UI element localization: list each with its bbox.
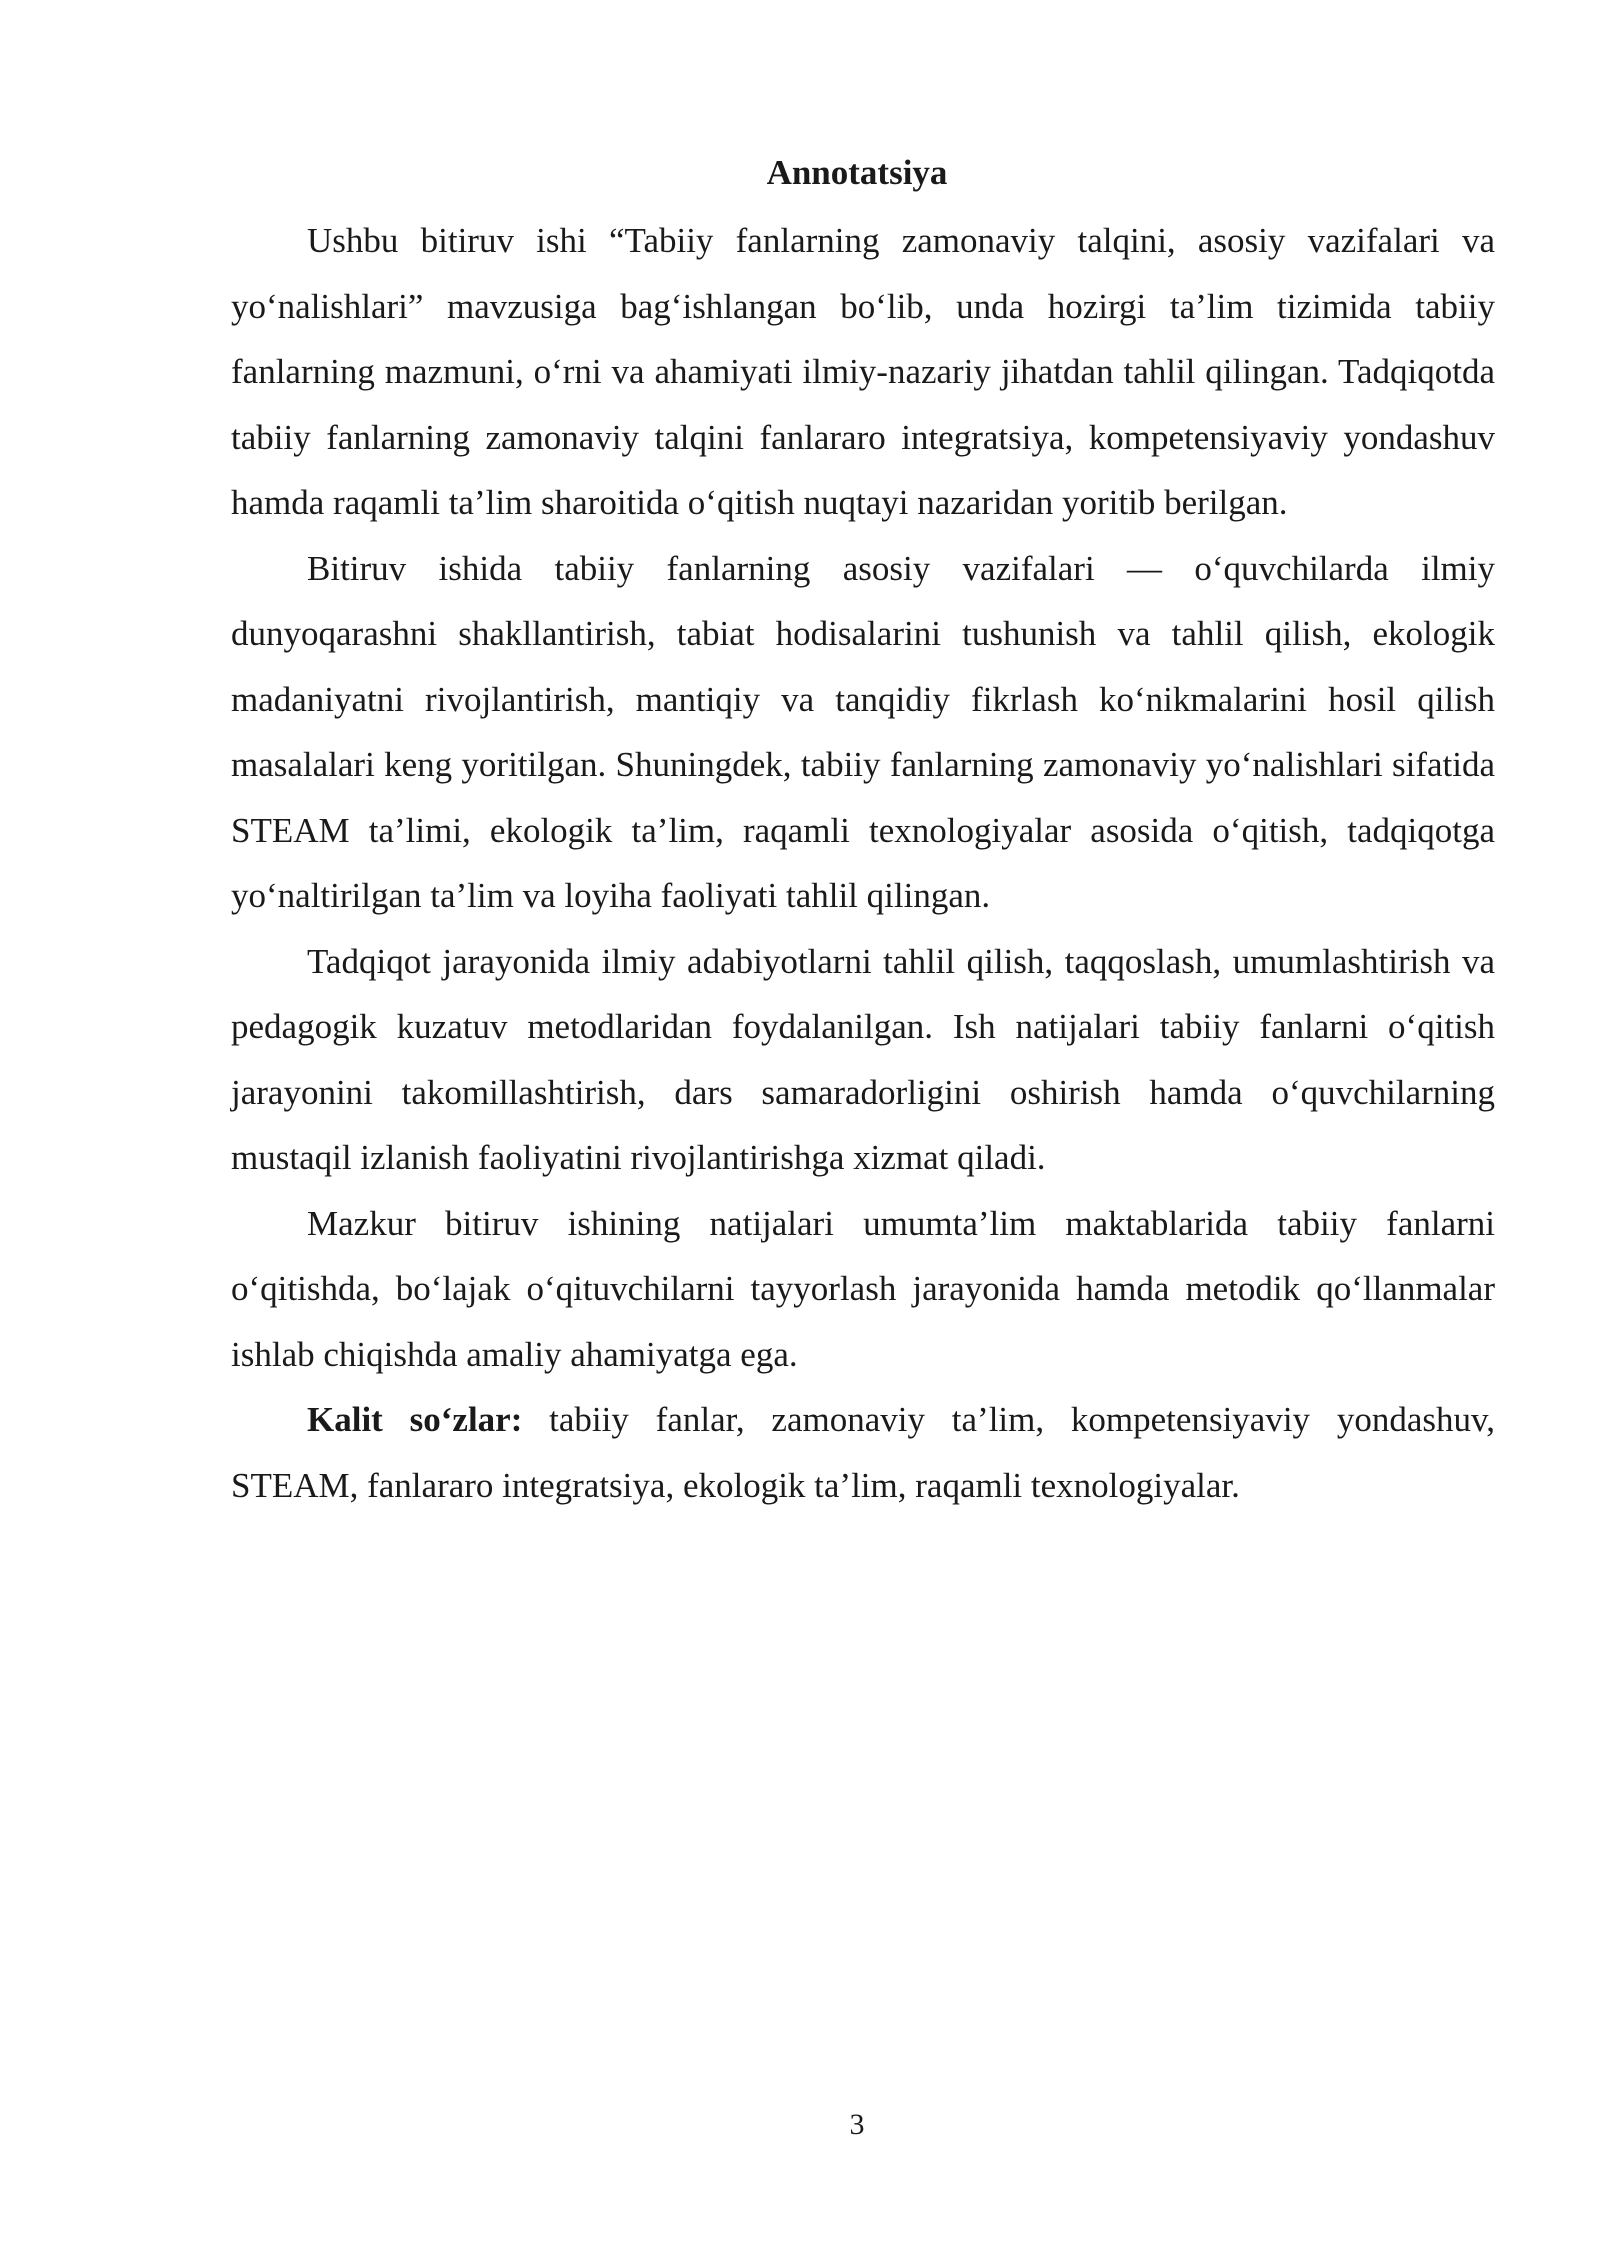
paragraph-tasks: Bitiruv ishida tabiiy fanlarning asosiy vazifalari — o‘quvchilarda ilmiy dunyoqarashni shakllantirish, tabiat hodisalarini tushunish va tahlil qilish, ekologik madaniyatni rivojlantirish, mantiqiy va tanqidiy fikrlash ko‘nikmalarini hosil qilish masalalari keng yoritilgan. Shuningdek, tabiiy fanlarning zamonaviy yo‘nalishlari sifatida STEAM ta’limi, ekologik ta’lim, raqamli texnologiyalar asosida o‘qitish, tadqiqotga yo‘naltirilgan ta’lim va loyiha faoliyati tahlil qilingan.	[231, 548, 1495, 915]
paragraph-methods: Tadqiqot jarayonida ilmiy adabiyotlarni tahlil qilish, taqqoslash, umumlashtirish va pedagogik kuzatuv metodlaridan foydalanilgan. Ish natijalari tabiiy fanlarni o‘qitish jarayonini takomillashtirish, dars samaradorligini oshirish hamda o‘quvchilarning mustaqil izlanish faoliyatini rivojlantirishga xizmat qiladi.	[231, 941, 1495, 1177]
annotation-body	[231, 208, 1495, 1518]
keywords-label: Kalit so‘zlar:	[307, 1400, 523, 1439]
page-number: 3	[849, 2108, 865, 2141]
keywords-text: tabiiy fanlar, zamonaviy ta’lim, kompetensiyaviy yondashuv, STEAM, fanlararo integratsiya, ekologik ta’lim, raqamli texnologiyalar.	[231, 1400, 1495, 1505]
paragraph-intro: Ushbu bitiruv ishi “Tabiiy fanlarning zamonaviy talqini, asosiy vazifalari va yo‘nalishlari” mavzusiga bag‘ishlangan bo‘lib, unda hozirgi ta’lim tizimida tabiiy fanlarning mazmuni, o‘rni va ahamiyati ilmiy-nazariy jihatdan tahlil qilingan. Tadqiqotda tabiiy fanlarning zamonaviy talqini fanlararo integratsiya, kompetensiyaviy yondashuv hamda raqamli ta’lim sharoitida o‘qitish nuqtayi nazaridan yoritib berilgan.	[231, 221, 1495, 522]
keywords-paragraph	[231, 1387, 1495, 1518]
paragraph-significance: Mazkur bitiruv ishining natijalari umumta’lim maktablarida tabiiy fanlarni o‘qitishda, bo‘lajak o‘qituvchilarni tayyorlash jarayonida hamda metodik qo‘llanmalar ishlab chiqishda amaliy ahamiyatga ega.	[231, 1203, 1495, 1374]
page-title: Annotatsiya	[766, 153, 948, 192]
